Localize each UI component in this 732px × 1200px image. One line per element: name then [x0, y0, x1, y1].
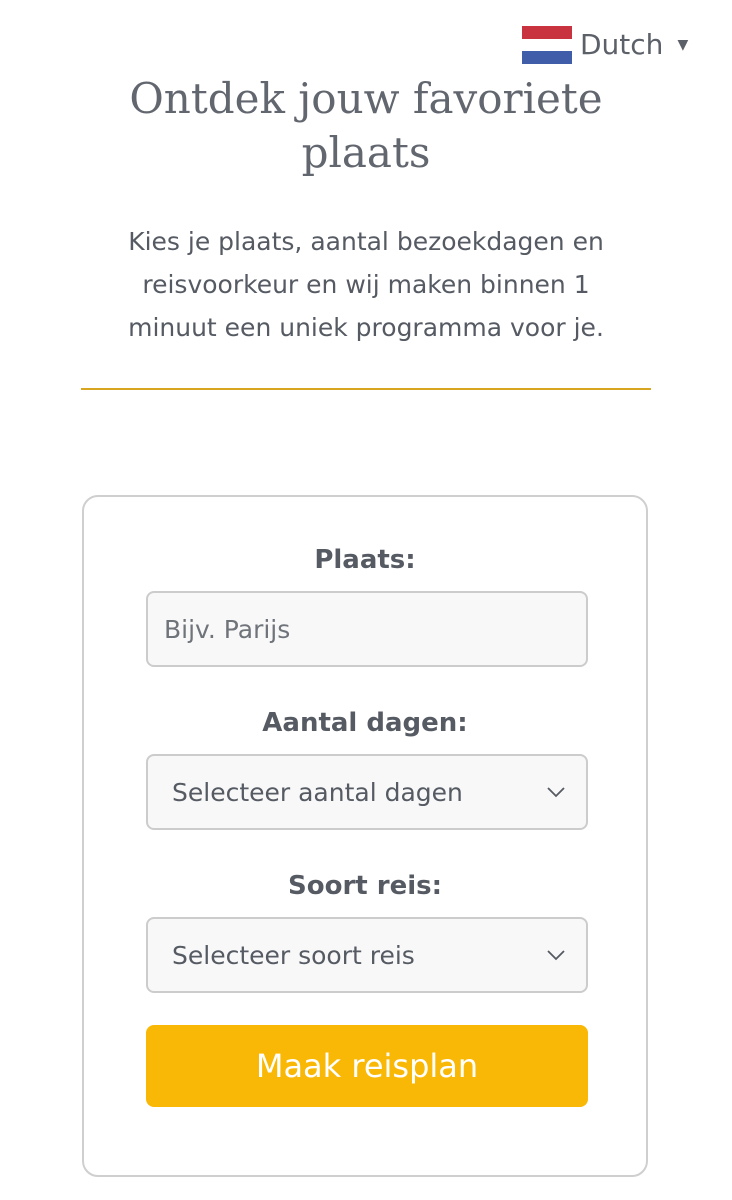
trip-type-select[interactable] [146, 917, 588, 993]
days-select-value: Selecteer aantal dagen [172, 777, 463, 807]
subtitle-line-1: Kies je plaats, aantal bezoekdagen en [128, 227, 604, 256]
page-title [96, 72, 636, 180]
trip-type-select-value: Selecteer soort reis [172, 940, 415, 970]
section-divider [81, 388, 651, 390]
language-label: Dutch [580, 28, 664, 61]
page-title-line-2: plaats [301, 128, 431, 177]
chevron-down-icon [536, 945, 576, 965]
chevron-down-icon [536, 782, 576, 802]
page-subtitle [86, 220, 646, 349]
trip-planner-form [82, 495, 648, 1177]
days-label: Aantal dagen: [262, 708, 468, 738]
days-select[interactable] [146, 754, 588, 830]
trip-type-label: Soort reis: [288, 871, 442, 901]
page-title-line-1: Ontdek jouw favoriete [129, 74, 603, 123]
caret-down-icon: ▼ [677, 37, 689, 53]
subtitle-line-2: reisvoorkeur en wij maken binnen 1 [142, 270, 590, 299]
place-label: Plaats: [314, 545, 416, 575]
place-input[interactable] [148, 593, 586, 665]
place-field[interactable] [146, 591, 588, 667]
language-switcher[interactable] [522, 26, 688, 64]
subtitle-line-3: minuut een uniek programma voor je. [128, 313, 604, 342]
make-travel-plan-button[interactable]: Maak reisplan [146, 1025, 588, 1107]
netherlands-flag-icon [522, 26, 572, 64]
